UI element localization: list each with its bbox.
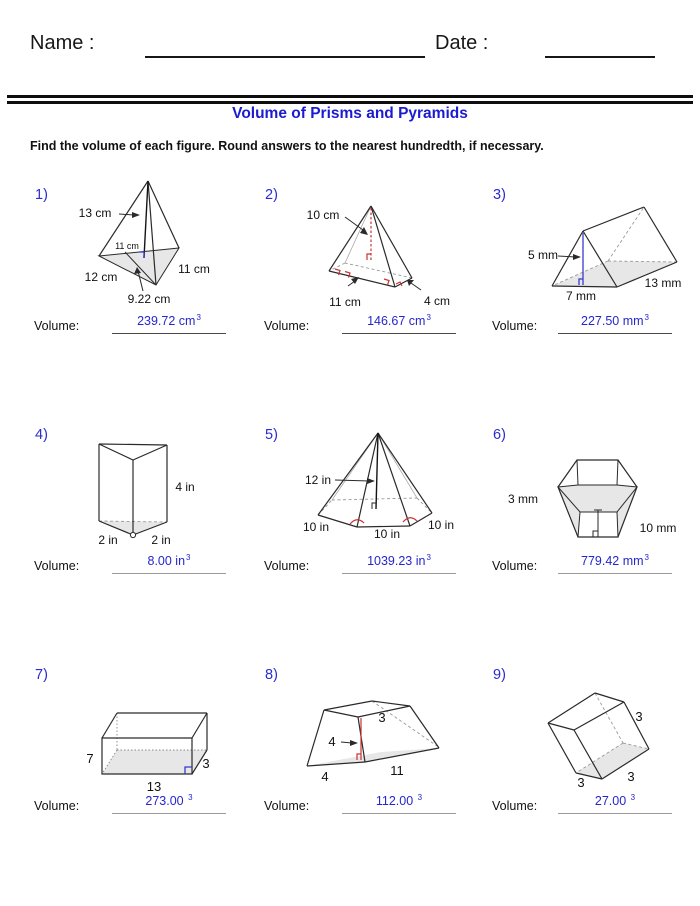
height-line xyxy=(376,433,378,509)
answer-value: 273.00 $^3$ xyxy=(145,793,193,809)
problem-9 xyxy=(486,650,698,890)
dim-label: 4 in xyxy=(175,480,195,494)
answer-value: 146.67 $cm^3$ xyxy=(367,313,431,329)
volume-label: Volume: xyxy=(492,319,538,333)
volume-label: Volume: xyxy=(492,799,538,813)
dim-label: 3 mm xyxy=(508,492,538,506)
dim-label: 10 mm xyxy=(639,521,677,535)
answer-value: 239.72 $cm^3$ xyxy=(137,313,201,329)
dim-label: 12 cm xyxy=(84,270,118,284)
dim-label: 5 mm xyxy=(528,248,558,262)
arrow-head xyxy=(407,280,414,286)
answer-blank[interactable] xyxy=(112,553,226,574)
answer-blank[interactable] xyxy=(558,313,672,334)
volume-row xyxy=(492,313,692,339)
dim-label: 9.22 cm xyxy=(127,292,171,306)
problem-6-number: 6) xyxy=(493,427,506,443)
problem-2 xyxy=(258,170,470,410)
date-label: Date : xyxy=(435,32,489,54)
name-label: Name : xyxy=(30,32,95,54)
answer-blank[interactable] xyxy=(112,793,226,814)
arrow-head xyxy=(350,740,358,746)
problem-8-number: 8) xyxy=(265,667,278,683)
dim-label: 13 mm xyxy=(644,276,682,290)
dim-label: 10 in xyxy=(427,518,455,532)
answer-value: 227.50 $mm^3$ xyxy=(581,313,649,329)
problem-2-number: 2) xyxy=(265,187,278,203)
volume-row xyxy=(492,793,692,819)
answer-value: 112.00 $^3$ xyxy=(375,793,423,809)
answer-blank[interactable] xyxy=(342,553,456,574)
dim-label: 10 in xyxy=(373,527,401,541)
volume-label: Volume: xyxy=(264,559,310,573)
volume-row xyxy=(34,793,234,819)
problem-5 xyxy=(258,410,470,650)
dim-label: 11 cm xyxy=(178,262,210,276)
volume-row xyxy=(264,313,464,339)
dim-label: 3 xyxy=(627,769,635,784)
volume-label: Volume: xyxy=(264,799,310,813)
dim-label: 3 xyxy=(378,710,386,725)
problem-1 xyxy=(28,170,240,410)
volume-label: Volume: xyxy=(264,319,310,333)
worksheet-title: Volume of Prisms and Pyramids xyxy=(232,105,468,122)
base-face xyxy=(307,748,439,766)
answer-value: 27.00 $^3$ xyxy=(594,793,636,809)
arrow-head xyxy=(367,478,375,484)
problem-4 xyxy=(28,410,240,650)
dim-label: 11 cm xyxy=(115,241,139,251)
name-blank-line[interactable] xyxy=(145,55,425,58)
dim-label: 11 xyxy=(390,763,404,778)
answer-blank[interactable] xyxy=(558,553,672,574)
angle-arc xyxy=(350,520,364,524)
dim-label: 12 in xyxy=(304,473,332,487)
double-rule-divider xyxy=(7,95,693,104)
problem-7 xyxy=(28,650,240,890)
dim-label: 4 cm xyxy=(423,294,451,308)
dim-label: 3 xyxy=(635,709,643,724)
answer-blank[interactable] xyxy=(342,313,456,334)
volume-row xyxy=(492,553,692,579)
problem-3-number: 3) xyxy=(493,187,506,203)
volume-row xyxy=(264,553,464,579)
dim-label: 3 xyxy=(577,775,585,790)
answer-value: 779.42 $mm^3$ xyxy=(581,553,649,569)
arrow-head xyxy=(573,254,581,260)
answer-value: 1039.23 $in^3$ xyxy=(367,553,431,569)
answer-blank[interactable] xyxy=(342,793,456,814)
volume-row xyxy=(34,553,234,579)
angle-arc xyxy=(403,518,417,522)
problem-6 xyxy=(486,410,698,650)
dim-label: 4 xyxy=(328,734,336,749)
volume-row xyxy=(34,313,234,339)
instruction-text: Find the volume of each figure. Round answers to the nearest hundredth, if necessary. xyxy=(30,139,544,153)
volume-row xyxy=(264,793,464,819)
dim-label: 10 cm xyxy=(306,208,340,222)
problem-1-number: 1) xyxy=(35,187,48,203)
problem-8 xyxy=(258,650,470,890)
dim-label: 7 xyxy=(86,751,94,766)
vertex-marker xyxy=(130,532,135,537)
problem-4-number: 4) xyxy=(35,427,48,443)
answer-blank[interactable] xyxy=(112,313,226,334)
dim-label: 2 in xyxy=(151,533,171,547)
date-blank-line[interactable] xyxy=(545,55,655,58)
dim-label: 7 mm xyxy=(566,289,596,303)
dim-label: 13 xyxy=(146,779,162,794)
problem-7-number: 7) xyxy=(35,667,48,683)
problem-3 xyxy=(486,170,698,410)
right-angle-mark xyxy=(367,254,371,260)
dim-label: 11 cm xyxy=(329,295,361,309)
volume-label: Volume: xyxy=(34,319,80,333)
problem-9-number: 9) xyxy=(493,667,506,683)
volume-label: Volume: xyxy=(34,799,80,813)
answer-value: 8.00 $in^3$ xyxy=(147,553,191,569)
dim-label: 13 cm xyxy=(78,206,112,220)
volume-label: Volume: xyxy=(492,559,538,573)
arrow-head xyxy=(132,212,140,218)
base-face xyxy=(576,743,649,779)
volume-label: Volume: xyxy=(34,559,80,573)
base-face xyxy=(102,750,210,774)
dim-label: 10 in xyxy=(302,520,330,534)
problem-5-number: 5) xyxy=(265,427,278,443)
height-line xyxy=(144,181,148,258)
dim-label: 2 in xyxy=(98,533,118,547)
answer-blank[interactable] xyxy=(558,793,672,814)
dim-label: 3 xyxy=(202,756,210,771)
dim-label: 4 xyxy=(321,769,329,784)
